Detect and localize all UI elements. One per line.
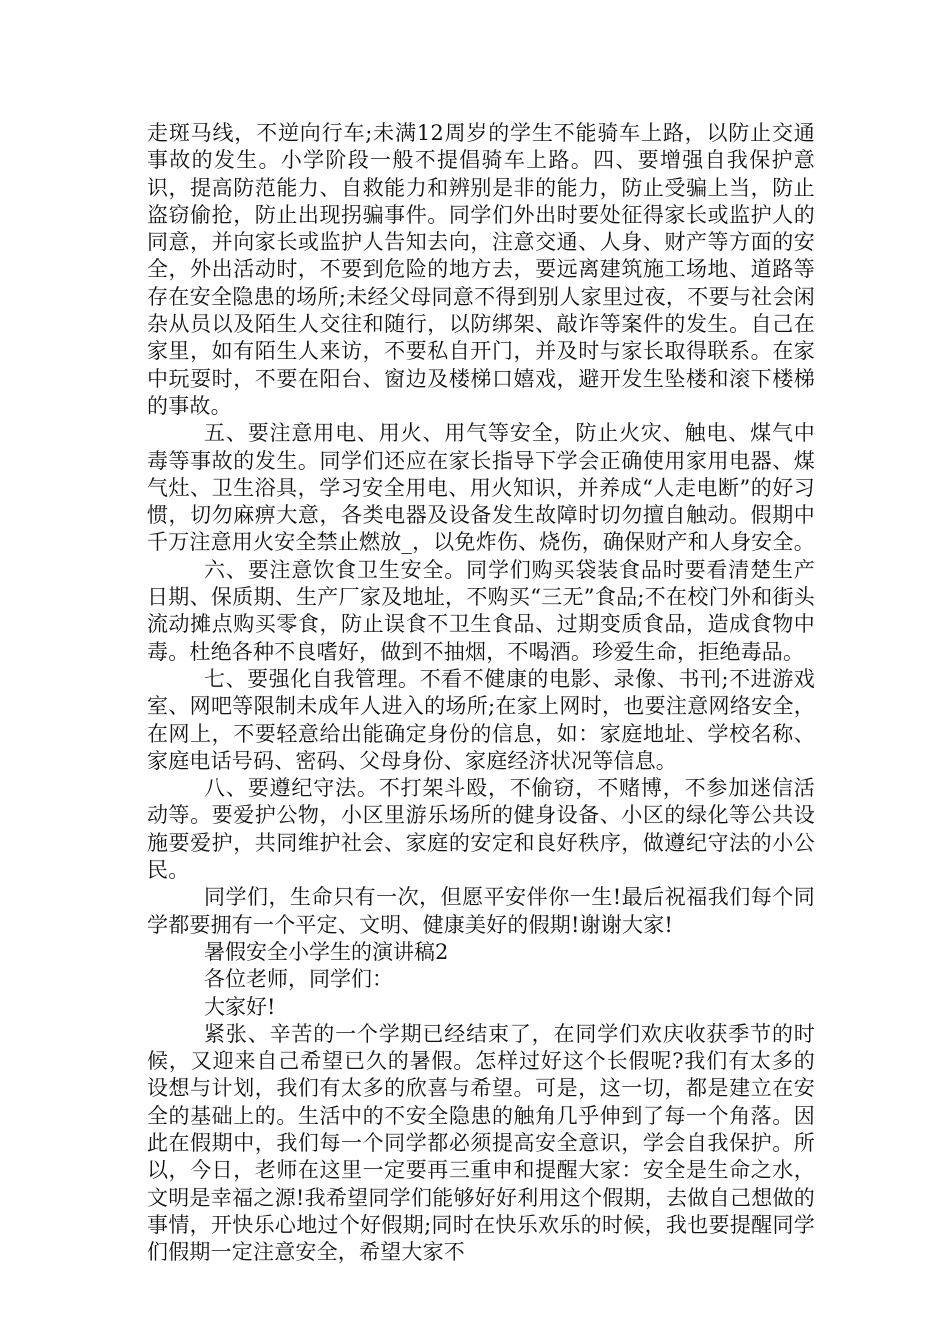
paragraph-safety-six: 六、要注意饮食卫生安全。同学们购买袋装食品时要看清楚生产日期、保质期、生产厂家及地址，不购买“三无”食品;不在校门外和街头流动摊点购买零食，防止误食不卫生食品、过期变质食品，造成食物中毒。杜绝各种不良嗜好，做到不抽烟，不喝酒。珍爱生命，拒绝毒品。 (147, 557, 815, 664)
document-page (147, 120, 815, 1266)
paragraph-safety-eight: 八、要遵纪守法。不打架斗殴，不偷窃，不赌博，不参加迷信活动等。要爱护公物，小区里游乐场所的健身设备、小区的绿化等公共设施要爱护，共同维护社会、家庭的安定和良好秩序，做遵纪守法的小公民。 (147, 776, 815, 883)
speech-title-2: 暑假安全小学生的演讲稿2 (204, 939, 449, 964)
paragraph-safety-five: 五、要注意用电、用火、用气等安全，防止火灾、触电、煤气中毒等事故的发生。同学们还应在家长指导下学会正确使用家用电器、煤气灶、卫生浴具，学习安全用电、用火知识，并养成“人走电断”的好习惯，切勿麻痹大意，各类电器及设备发生故障时切勿擅自触动。假期中千万注意用火安全禁止燃放_，以免炸伤、烧伤，确保财产和人身安全。 (147, 421, 815, 555)
paragraph-closing: 同学们，生命只有一次，但愿平安伴你一生!最后祝福我们每个同学都要拥有一个平定、文明、健康美好的假期!谢谢大家! (147, 885, 815, 937)
paragraph-safety-four: 走斑马线，不逆向行车;未满12周岁的学生不能骑车上路，以防止交通事故的发生。小学阶段一般不提倡骑车上路。四、要增强自我保护意识，提高防范能力、自救能力和辨别是非的能力，防止受骗上当，防止盗窃偷抢，防止出现拐骗事件。同学们外出时要处征得家长或监护人的同意，并向家长或监护人告知去向，注意交通、人身、财产等方面的安全，外出活动时，不要到危险的地方去，要远离建筑施工场地、道路等存在安全隐患的场所;未经父母同意不得到别人家里过夜，不要与社会闲杂从员以及陌生人交往和随行，以防绑架、敲诈等案件的发生。自己在家里，如有陌生人来访，不要私自开门，并及时与家长取得联系。在家中玩耍时，不要在阳台、窗边及楼梯口嬉戏，避开发生坠楼和滚下楼梯的事故。 (147, 121, 815, 418)
paragraph-safety-seven: 七、要强化自我管理。不看不健康的电影、录像、书刊;不进游戏室、网吧等限制未成年人进入的场所;在家上网时，也要注意网络安全，在网上，不要轻意给出能确定身份的信息，如：家庭地址、学校名称、家庭电话号码、密码、父母身份、家庭经济状况等信息。 (147, 666, 815, 773)
greeting: 大家好! (204, 994, 276, 1019)
salutation: 各位老师，同学们： (204, 967, 393, 992)
paragraph-speech-2-intro: 紧张、辛苦的一个学期已经结束了，在同学们欢庆收获季节的时候，又迎来自己希望已久的暑假。怎样过好这个长假呢?我们有太多的设想与计划，我们有太多的欣喜与希望。可是，这一切，都是建立在安全的基础上的。生活中的不安全隐患的触角几乎伸到了每一个角落。因此在假期中，我们每一个同学都必须提高安全意识，学会自我保护。所以，今日，老师在这里一定要再三重申和提醒大家：安全是生命之水，文明是幸福之源!我希望同学们能够好好利用这个假期，去做自己想做的事情，开快乐心地过个好假期;同时在快乐欢乐的时候，我也要提醒同学们假期一定注意安全，希望大家不 (147, 1021, 815, 1265)
